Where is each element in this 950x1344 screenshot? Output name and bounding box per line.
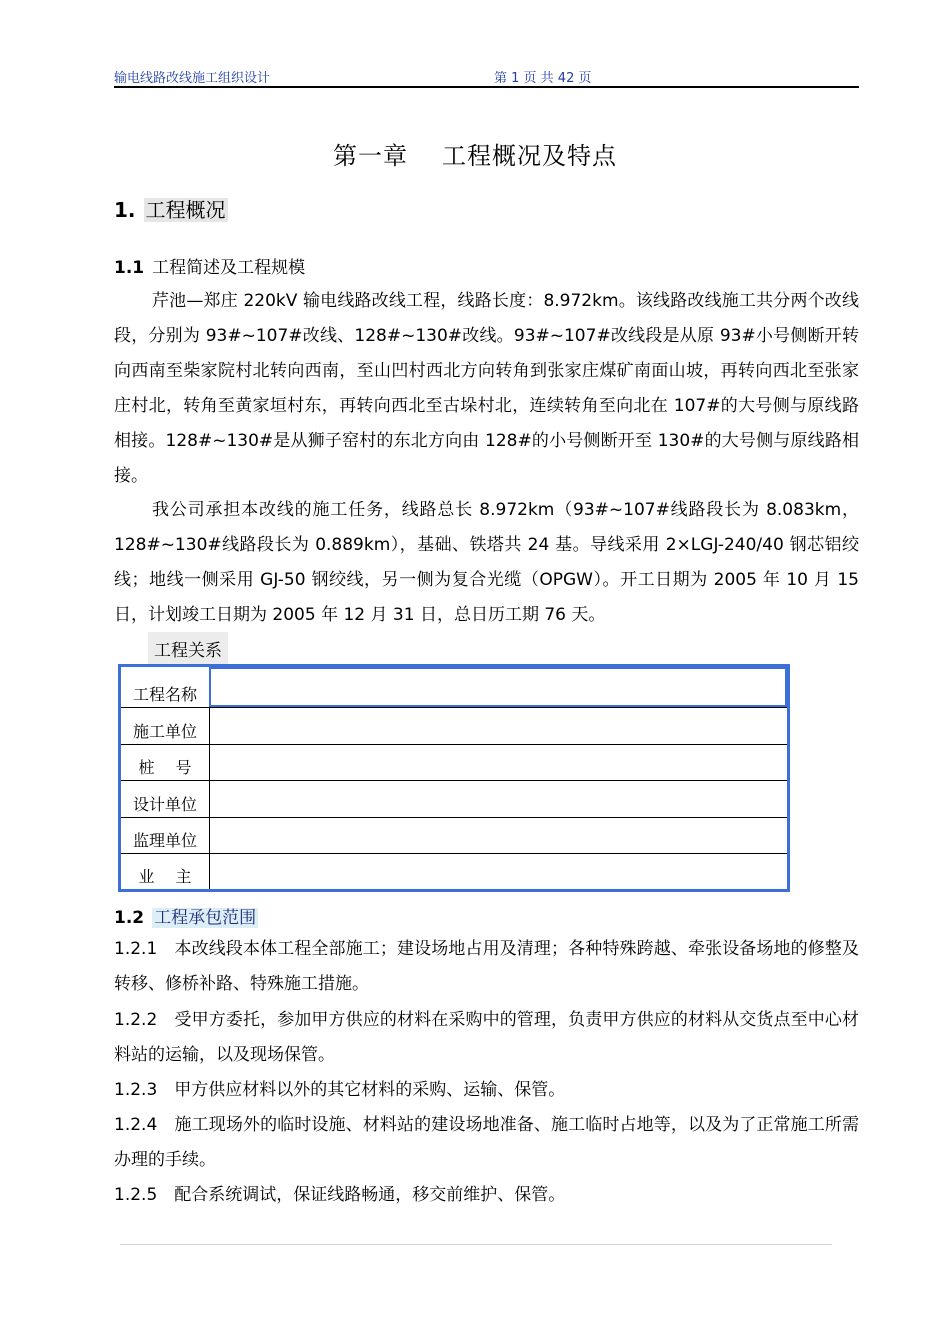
item-number: 1.2.3 [114, 1080, 158, 1100]
item-text: 甲方供应材料以外的其它材料的采购、运输、保管。 [174, 1080, 566, 1100]
item-text: 施工现场外的临时设施、材料站的建设场地准备、施工临时占地等，以及为了正常施工所需办理的手续。 [114, 1115, 860, 1170]
table-row [121, 667, 787, 708]
section-1-1-title: 工程简述及工程规模 [152, 258, 306, 278]
item-number: 1.2.5 [114, 1185, 158, 1205]
paragraph-overview: 芹池—郑庄 220kV 输电线路改线工程，线路长度：8.972km。该线路改线施工共分两个改线段，分别为 93#~107#改线、128#~130#改线。93#~107#改线段是从原 93#小号侧断开转向西南至柴家院村北转向西南，至山凹村西北方向转角到张家庄煤矿南面山坡，再转向西北至张家庄村北，转角至黄家垣村东，再转向西北至古垛村北，连续转角至向北在 107#的大号侧与原线路相接。128#~130#是从狮子窑村的东北方向由 128#的小号侧断开至 130#的大号侧与原线路相接。 [114, 291, 859, 486]
table-row [121, 853, 787, 889]
table-row [121, 744, 787, 781]
row-label: 业 主 [138, 867, 192, 886]
row-label: 桩 号 [138, 758, 192, 777]
item-number: 1.2.1 [114, 939, 158, 959]
row-label: 施工单位 [132, 722, 197, 741]
item-number: 1.2.2 [114, 1010, 158, 1030]
list-item [114, 1073, 859, 1108]
paragraph-scope: 我公司承担本改线的施工任务，线路总长 8.972km（93#~107#线路段长为 8.083km，128#~130#线路段长为 0.889km），基础、铁塔共 24 基。导线采用 2×LGJ-240/40 钢芯铝绞线；地线一侧采用 GJ-50 钢绞线，另一侧为复合光缆（OPGW）。开工日期为 2005 年 10 月 15 日，计划竣工日期为 2005 年 12 月 31 日，总日历工期 76 天。 [114, 500, 859, 625]
footer-divider [120, 1244, 832, 1245]
row-value [209, 853, 787, 889]
table-row [121, 707, 787, 745]
header-doc-title: 输电线路改线施工组织设计 [114, 71, 271, 86]
item-text: 本改线段本体工程全部施工；建设场地占用及清理；各种特殊跨越、牵张设备场地的修整及转移、修桥补路、特殊施工措施。 [114, 939, 860, 994]
chapter-name: 工程概况及特点 [442, 142, 617, 170]
section-1-2-number: 1.2 [114, 908, 145, 928]
section-1-number: 1. [114, 198, 136, 222]
chapter-title [0, 136, 950, 171]
section-1-2-title: 工程承包范围 [154, 908, 257, 928]
section-1-1-heading [114, 253, 305, 278]
section-1-heading [114, 194, 228, 223]
section-1-2-heading [114, 903, 258, 928]
list-item [114, 1108, 859, 1178]
row-label: 工程名称 [132, 685, 197, 704]
list-item [114, 1178, 859, 1213]
row-value [209, 667, 787, 707]
page-header [114, 64, 859, 88]
table-row [121, 780, 787, 818]
table-caption: 工程关系 [148, 632, 228, 665]
item-text: 受甲方委托，参加甲方供应的材料在采购中的管理，负责甲方供应的材料从交货点至中心材料站的运输，以及现场保管。 [114, 1010, 860, 1065]
list-item [114, 1003, 859, 1073]
section-1-1-number: 1.1 [114, 258, 145, 278]
section-1-title: 工程概况 [145, 198, 226, 222]
row-value [209, 707, 787, 744]
project-relations-table [118, 664, 790, 892]
list-item [114, 932, 859, 1002]
row-label: 监理单位 [132, 831, 197, 850]
chapter-number: 第一章 [333, 142, 408, 170]
header-page-info: 第 1 页 共 42 页 [494, 71, 592, 86]
row-value [209, 744, 787, 780]
item-text: 配合系统调试，保证线路畅通，移交前维护、保管。 [174, 1185, 566, 1205]
table-row [121, 817, 787, 854]
row-value [209, 780, 787, 817]
row-label: 设计单位 [132, 795, 197, 814]
row-value [209, 817, 787, 853]
item-number: 1.2.4 [114, 1115, 158, 1135]
